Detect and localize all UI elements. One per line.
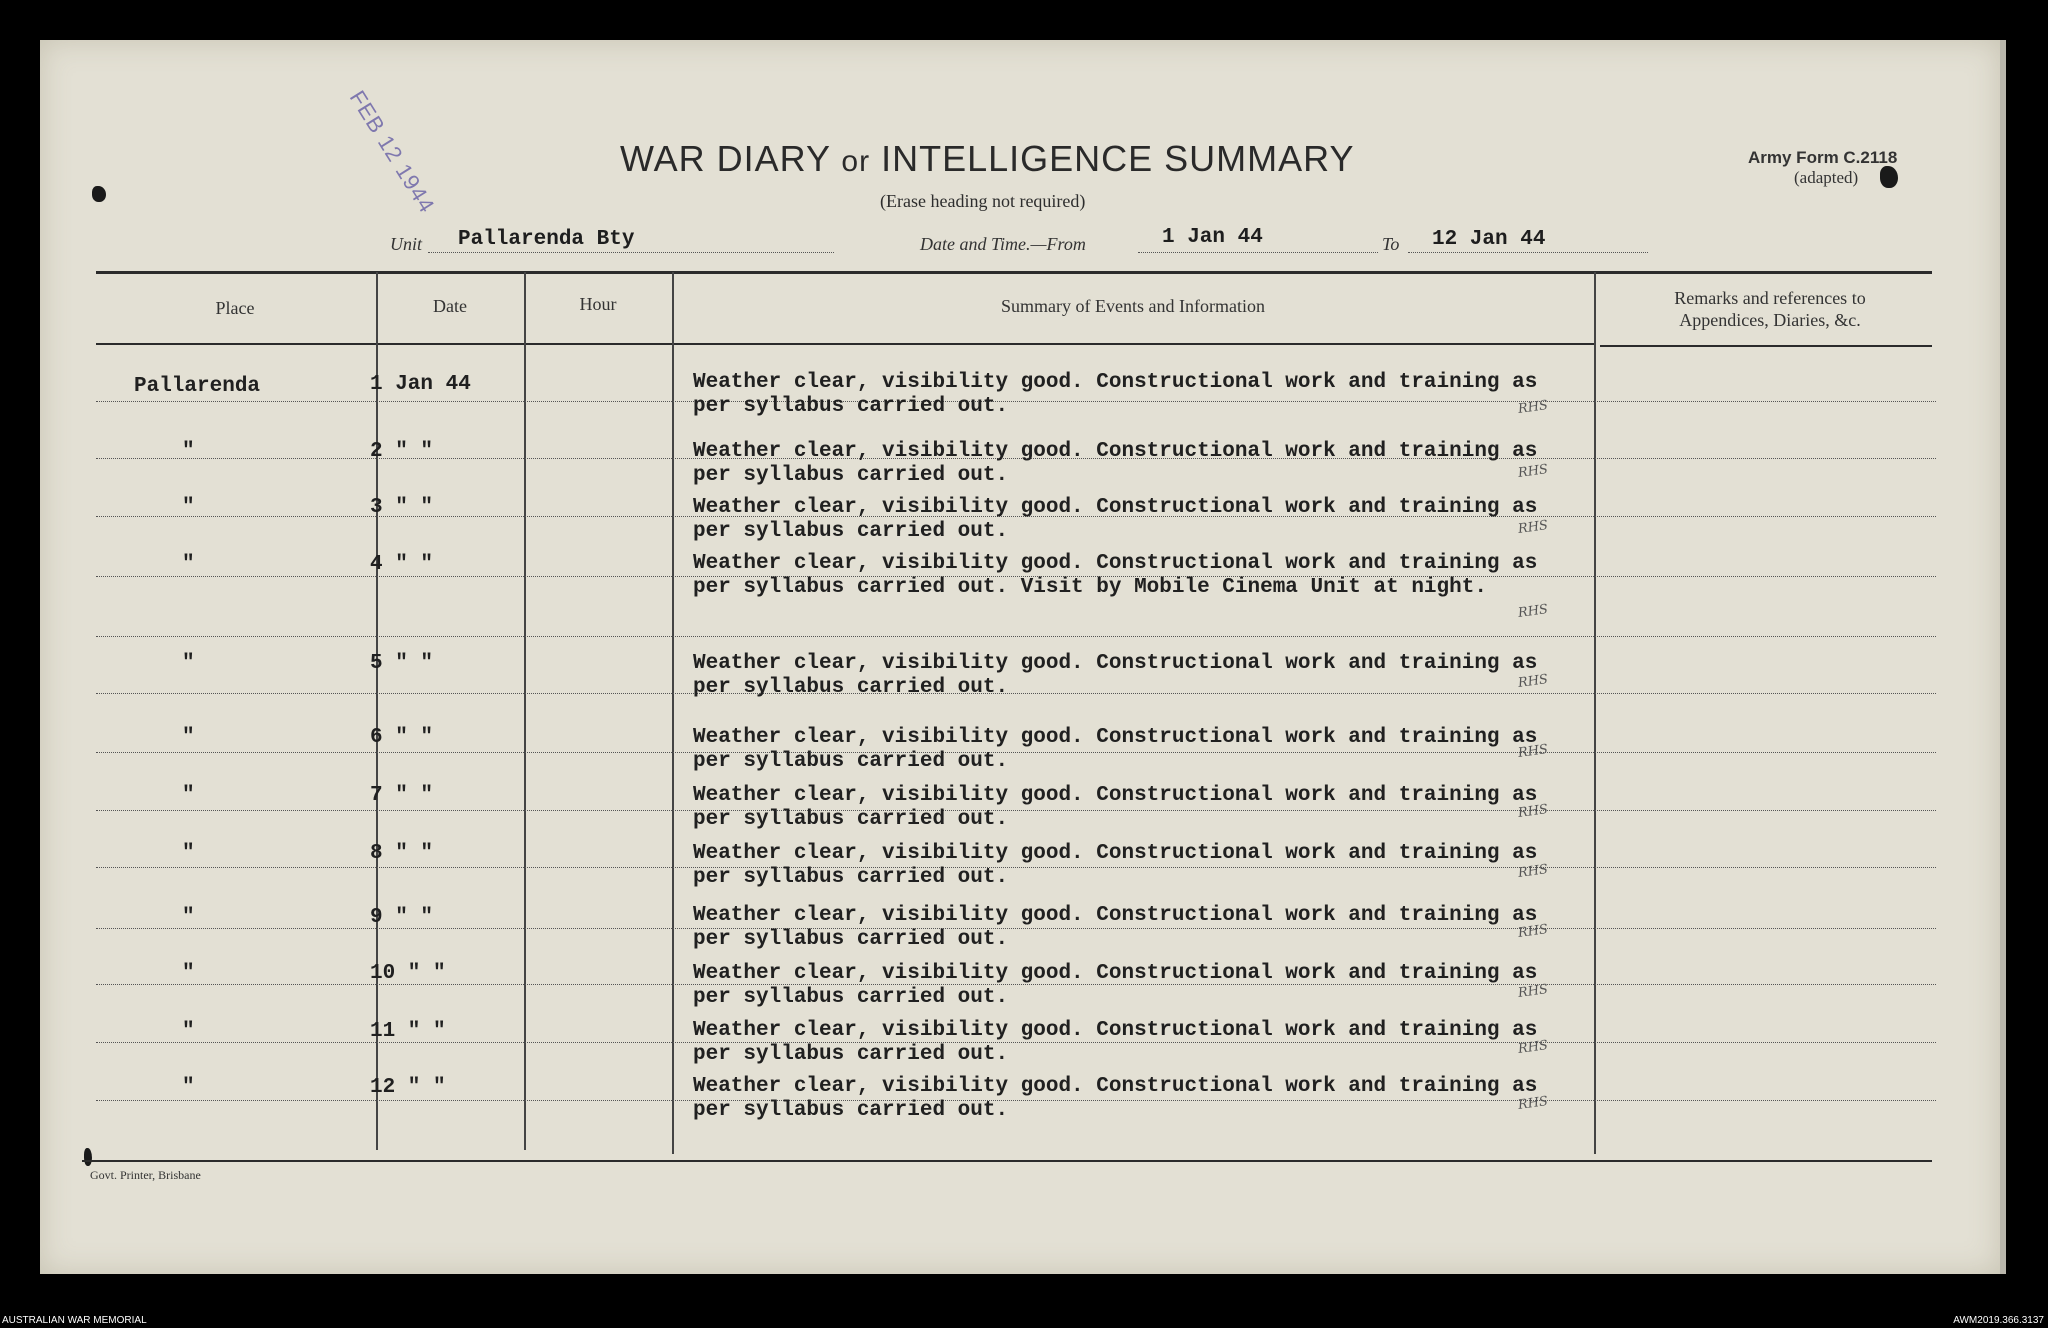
row-rule [96,636,1936,637]
entry-place: " [182,726,195,749]
date-from-label: Date and Time.—From [920,234,1086,254]
date-from-value: 1 Jan 44 [1162,226,1263,249]
form-subtitle: (Erase heading not required) [880,191,1086,211]
entry-initials: RHS [1517,861,1549,882]
title-intelligence-summary: INTELLIGENCE SUMMARY [881,138,1355,179]
entry-place: " [182,440,195,463]
punch-hole [84,1148,92,1166]
title-war-diary: WAR DIARY [620,138,831,179]
entry-summary: Weather clear, visibility good. Constructional work and training as per syllabus carried out. [693,652,1538,699]
entry-date: 9 " " [370,906,434,929]
remarks-header-rule [1600,345,1932,347]
title-or: or [841,145,871,178]
entry-place: " [182,553,195,576]
entry-summary: Weather clear, visibility good. Constructional work and training as per syllabus carried out. [693,440,1538,487]
entry-place: Pallarenda [134,375,261,398]
entry-place: " [182,496,195,519]
entry-place: " [182,784,195,807]
table-top-rule [96,271,1932,274]
unit-label: Unit [390,234,423,254]
entry-summary: Weather clear, visibility good. Constructional work and training as per syllabus carried out. [693,842,1538,889]
form-title [620,138,1355,180]
date-from-dotted-line [1138,252,1378,253]
entry-initials: RHS [1517,801,1549,822]
entry-summary: Weather clear, visibility good. Constructional work and training as per syllabus carried out. [693,904,1538,951]
unit-value: Pallarenda Bty [458,228,635,251]
entry-date: 2 " " [370,440,434,463]
column-header-remarks: Remarks and references to Appendices, Diaries, &c. [1674,288,1866,330]
entry-summary: Weather clear, visibility good. Constructional work and training as per syllabus carried out. Visit by Mobile Cinema Unit at night. [693,552,1538,599]
army-form-number: Army Form C.2118 [1748,148,1898,167]
column-divider [376,272,378,1150]
entry-date: 8 " " [370,842,434,865]
sheet-edge [2000,40,2006,1274]
entry-initials: RHS [1517,921,1549,942]
entry-initials: RHS [1517,397,1549,418]
entry-date: 11 " " [370,1020,446,1043]
entry-date: 1 Jan 44 [370,373,471,396]
date-to-label: To [1382,234,1400,254]
entry-date: 12 " " [370,1076,446,1099]
entry-summary: Weather clear, visibility good. Constructional work and training as per syllabus carried out. [693,1075,1538,1122]
archive-footer [0,1314,2048,1328]
entry-initials: RHS [1517,601,1549,622]
column-divider [672,272,674,1154]
column-header-date: Date [433,296,467,316]
entry-date: 7 " " [370,784,434,807]
entry-summary: Weather clear, visibility good. Constructional work and training as per syllabus carried out. [693,371,1538,418]
entry-initials: RHS [1517,1093,1549,1114]
entry-place: " [182,906,195,929]
column-divider [524,272,526,1150]
entry-place: " [182,842,195,865]
entry-summary: Weather clear, visibility good. Constructional work and training as per syllabus carried out. [693,1019,1538,1066]
entry-initials: RHS [1517,981,1549,1002]
date-to-value: 12 Jan 44 [1432,228,1546,251]
entry-summary: Weather clear, visibility good. Constructional work and training as per syllabus carried out. [693,726,1538,773]
army-form-note: (adapted) [1794,168,1859,187]
punch-hole [92,186,106,202]
entry-date: 5 " " [370,652,434,675]
column-header-place: Place [215,298,255,318]
header-bottom-rule [96,343,1596,345]
entry-initials: RHS [1517,741,1549,762]
date-stamp: FEB 12 1944 [344,86,440,218]
entry-initials: RHS [1517,1037,1549,1058]
entry-place: " [182,962,195,985]
punch-hole [1880,166,1898,188]
entry-initials: RHS [1517,671,1549,692]
entry-date: 6 " " [370,726,434,749]
column-header-summary: Summary of Events and Information [1001,296,1265,316]
unit-dotted-line [428,252,834,253]
entry-summary: Weather clear, visibility good. Constructional work and training as per syllabus carried out. [693,784,1538,831]
entry-place: " [182,1020,195,1043]
column-divider [1594,272,1596,1154]
entry-date: 4 " " [370,553,434,576]
entry-initials: RHS [1517,517,1549,538]
entry-place: " [182,1076,195,1099]
printer-imprint: Govt. Printer, Brisbane [90,1168,201,1182]
entry-summary: Weather clear, visibility good. Constructional work and training as per syllabus carried out. [693,496,1538,543]
entry-date: 10 " " [370,962,446,985]
entry-place: " [182,652,195,675]
entry-date: 3 " " [370,496,434,519]
column-header-hour: Hour [579,294,617,314]
archive-name: AUSTRALIAN WAR MEMORIAL [2,1315,147,1326]
archive-reference: AWM2019.366.3137 [1953,1315,2044,1326]
entry-summary: Weather clear, visibility good. Constructional work and training as per syllabus carried out. [693,962,1538,1009]
entry-initials: RHS [1517,461,1549,482]
table-bottom-rule [82,1160,1932,1162]
date-to-dotted-line [1408,252,1648,253]
